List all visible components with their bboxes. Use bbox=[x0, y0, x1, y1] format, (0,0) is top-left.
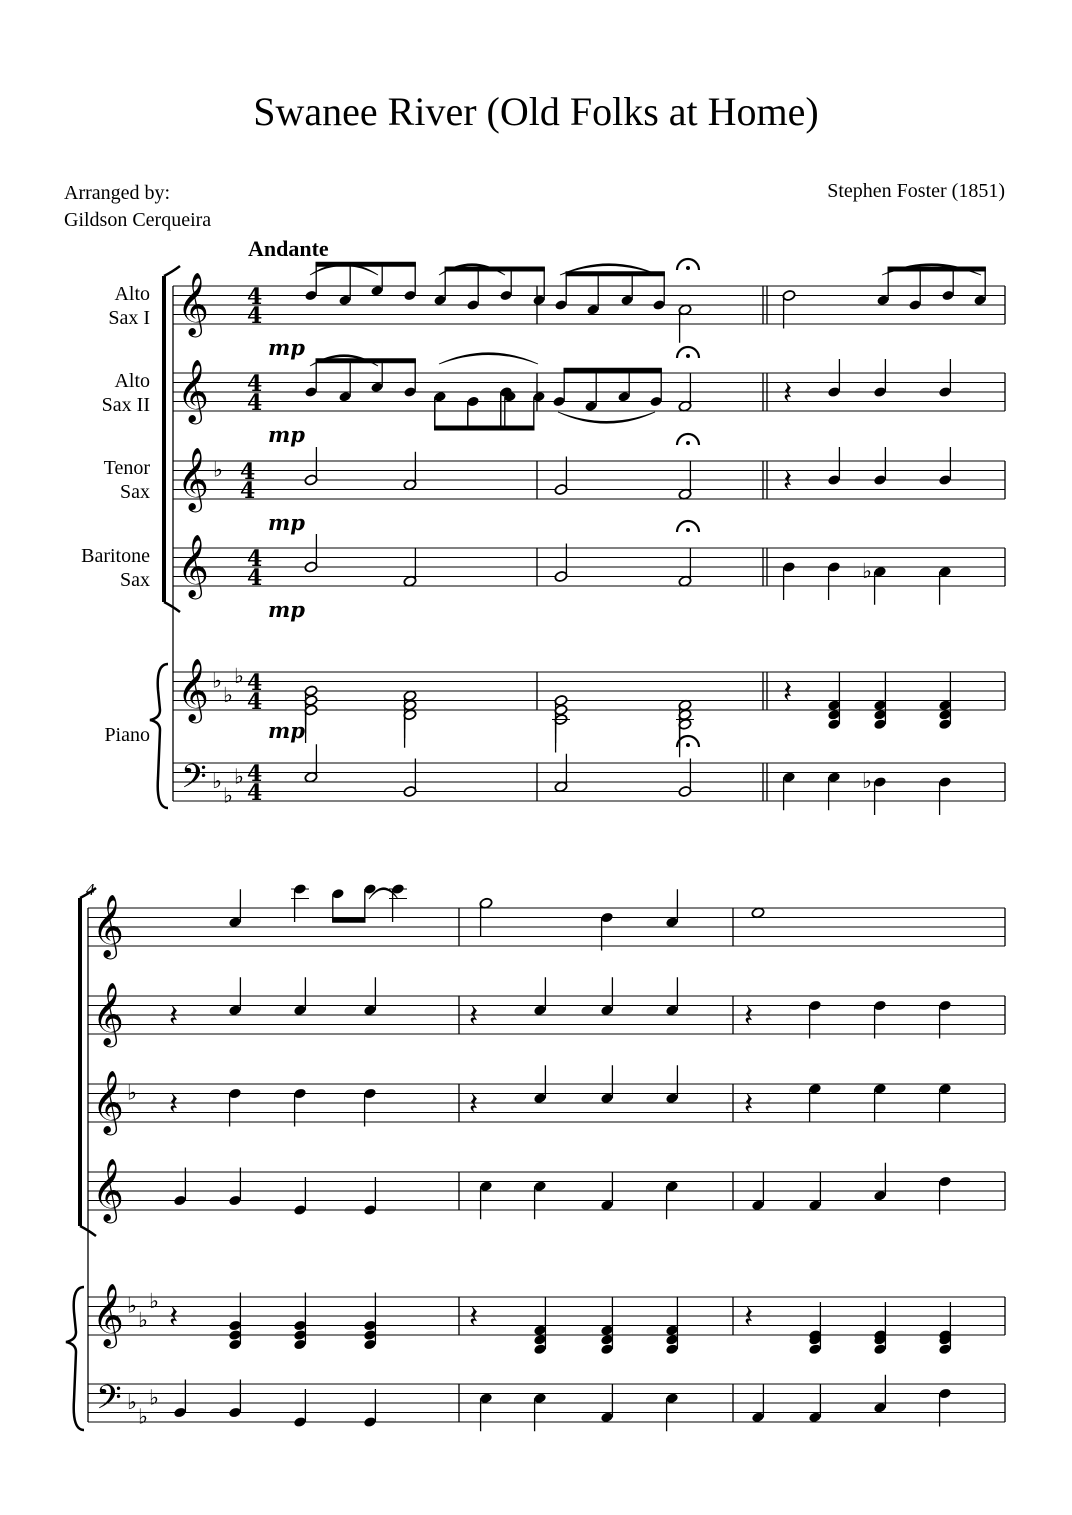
flat: ♭ bbox=[127, 1293, 137, 1318]
time-signature-top: 4 bbox=[247, 284, 263, 310]
score-title: Swanee River (Old Folks at Home) bbox=[253, 89, 819, 134]
slur bbox=[439, 353, 538, 364]
flat: ♭ bbox=[149, 1288, 159, 1313]
quarter-rest: 𝄽 bbox=[169, 1087, 179, 1122]
time-signature-bottom: 4 bbox=[247, 780, 263, 806]
bass-clef: 𝄢 bbox=[96, 1379, 122, 1425]
tempo-marking: Andante bbox=[248, 236, 329, 261]
instrument-name-tenor-sax: Tenor Sax bbox=[103, 457, 150, 503]
time-signature-bottom: 4 bbox=[247, 565, 263, 591]
measure-number: 4 bbox=[86, 880, 95, 899]
time-signature-top: 4 bbox=[247, 371, 263, 397]
flat: ♭ bbox=[149, 1385, 159, 1410]
fermata-dot bbox=[686, 528, 690, 532]
quarter-rest: 𝄽 bbox=[469, 999, 479, 1034]
quarter-rest: 𝄽 bbox=[783, 376, 793, 411]
dynamic-mp: mp bbox=[268, 597, 305, 622]
fermata-dot bbox=[686, 266, 690, 270]
quarter-rest: 𝄽 bbox=[744, 999, 754, 1034]
time-signature-top: 4 bbox=[247, 546, 263, 572]
arranger-label: Arranged by: bbox=[64, 182, 171, 204]
flat: ♭ bbox=[234, 663, 244, 688]
treble-clef: 𝄞 bbox=[177, 359, 209, 422]
beam bbox=[564, 368, 662, 373]
flat: ♭ bbox=[234, 764, 244, 789]
treble-clef: 𝄞 bbox=[177, 272, 209, 335]
bracket-hook bbox=[164, 602, 180, 612]
dynamic-mp: mp bbox=[268, 510, 305, 535]
piano-brace bbox=[150, 664, 168, 808]
flat: ♭ bbox=[213, 457, 223, 482]
time-signature-bottom: 4 bbox=[247, 303, 263, 329]
treble-clef: 𝄞 bbox=[92, 982, 124, 1045]
beam bbox=[434, 426, 534, 431]
time-signature-bottom: 4 bbox=[240, 478, 256, 504]
time-signature-top: 4 bbox=[247, 670, 263, 696]
time-signature-top: 4 bbox=[240, 459, 256, 485]
flat: ♭ bbox=[223, 783, 233, 808]
treble-clef: 𝄞 bbox=[92, 894, 124, 957]
time-signature-bottom: 4 bbox=[247, 689, 263, 715]
quarter-rest: 𝄽 bbox=[169, 1300, 179, 1335]
quarter-rest: 𝄽 bbox=[783, 464, 793, 499]
slur bbox=[558, 412, 655, 423]
note bbox=[751, 907, 765, 919]
treble-clef: 𝄞 bbox=[177, 447, 209, 510]
flat: ♭ bbox=[212, 668, 222, 693]
fermata-dot bbox=[686, 354, 690, 358]
flat: ♭ bbox=[127, 1390, 137, 1414]
time-signature-top: 4 bbox=[247, 761, 263, 787]
instrument-name-baritone-sax: Baritone Sax bbox=[81, 545, 150, 591]
quarter-rest: 𝄽 bbox=[469, 1300, 479, 1335]
composer: Stephen Foster (1851) bbox=[827, 180, 1005, 202]
treble-clef: 𝄞 bbox=[177, 534, 209, 597]
quarter-rest: 𝄽 bbox=[169, 999, 179, 1034]
bass-clef: 𝄢 bbox=[181, 758, 207, 804]
flat: ♭ bbox=[138, 1307, 148, 1332]
quarter-rest: 𝄽 bbox=[744, 1300, 754, 1335]
instrument-name-alto-sax-1: Alto Sax I bbox=[108, 283, 150, 329]
fermata-dot bbox=[686, 441, 690, 445]
quarter-rest: 𝄽 bbox=[783, 675, 793, 710]
flat: ♭ bbox=[223, 682, 233, 707]
flat: ♭ bbox=[138, 1404, 148, 1429]
fermata-dot bbox=[686, 743, 690, 747]
dynamic-mp: mp bbox=[268, 335, 305, 360]
flat: ♭ bbox=[212, 769, 222, 793]
time-signature-bottom: 4 bbox=[247, 390, 263, 416]
quarter-rest: 𝄽 bbox=[469, 1087, 479, 1122]
instrument-name-piano: Piano bbox=[104, 724, 150, 746]
dynamic-mp: mp bbox=[268, 422, 305, 447]
flat: ♭ bbox=[127, 1080, 137, 1105]
flat: ♭ bbox=[862, 769, 872, 793]
beam bbox=[332, 918, 365, 923]
dynamic-mp: mp bbox=[268, 718, 305, 743]
instrument-name-alto-sax-2: Alto Sax II bbox=[101, 370, 150, 416]
quarter-rest: 𝄽 bbox=[744, 1087, 754, 1122]
flat: ♭ bbox=[862, 558, 872, 583]
piano-brace bbox=[66, 1287, 84, 1430]
treble-clef: 𝄞 bbox=[92, 1070, 124, 1133]
treble-clef: 𝄞 bbox=[177, 658, 209, 721]
treble-clef: 𝄞 bbox=[92, 1283, 124, 1346]
arranger-name: Gildson Cerqueira bbox=[64, 209, 212, 231]
treble-clef: 𝄞 bbox=[92, 1158, 124, 1221]
